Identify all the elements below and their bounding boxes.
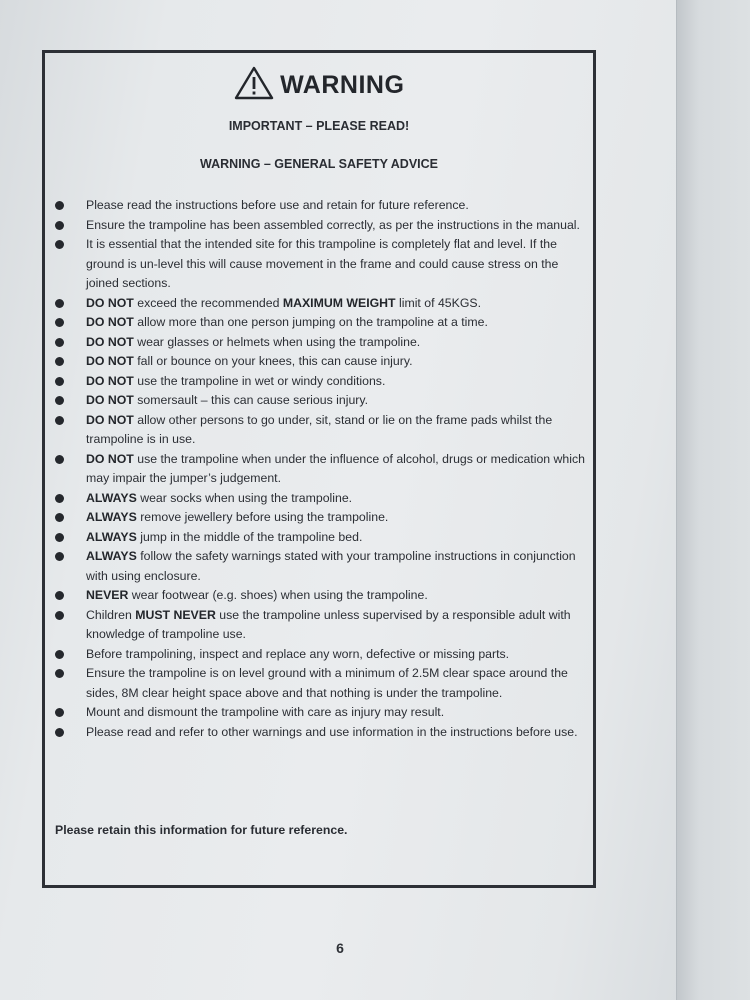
list-item bbox=[55, 703, 590, 723]
list-item bbox=[55, 196, 590, 216]
emphasis-text: MAXIMUM WEIGHT bbox=[282, 295, 396, 310]
item-text: allow more than one person jumping on the trampoline at a time. bbox=[133, 315, 488, 329]
warning-triangle-icon bbox=[234, 66, 274, 105]
emphasis-text: DO NOT bbox=[86, 373, 134, 388]
page-number: 6 bbox=[336, 940, 344, 956]
list-item bbox=[55, 547, 590, 586]
list-item bbox=[55, 606, 590, 645]
item-text: use the trampoline in wet or windy conditions. bbox=[133, 373, 386, 388]
list-item bbox=[55, 352, 590, 372]
bullet-dot-icon bbox=[55, 533, 64, 542]
bullet-dot-icon bbox=[55, 416, 64, 425]
list-item bbox=[55, 391, 590, 411]
list-item bbox=[55, 333, 590, 353]
item-text: wear glasses or helmets when using the trampoline. bbox=[133, 334, 421, 349]
bullet-dot-icon bbox=[55, 513, 64, 522]
bullet-dot-icon bbox=[55, 494, 64, 503]
warning-title: WARNING bbox=[280, 71, 405, 99]
warning-heading bbox=[45, 66, 593, 106]
item-text: Before trampolining, inspect and replace any worn, defective or missing parts. bbox=[86, 646, 510, 661]
bullet-dot-icon bbox=[55, 552, 64, 561]
item-text: Ensure the trampoline has been assembled correctly, as per the instructions in the manual. bbox=[86, 217, 580, 232]
item-text: limit of 45KGS. bbox=[395, 295, 482, 310]
emphasis-text: DO NOT bbox=[86, 315, 134, 329]
bullet-dot-icon bbox=[55, 708, 64, 717]
bullet-dot-icon bbox=[55, 669, 64, 678]
bullet-dot-icon bbox=[55, 318, 64, 327]
bullet-dot-icon bbox=[55, 611, 64, 620]
emphasis-text: ALWAYS bbox=[86, 510, 137, 524]
important-subtitle: IMPORTANT – PLEASE READ! bbox=[228, 119, 410, 133]
item-text: wear socks when using the trampoline. bbox=[136, 490, 353, 505]
emphasis-text: DO NOT bbox=[86, 295, 134, 310]
item-text: somersault – this can cause serious injury. bbox=[133, 393, 369, 407]
emphasis-text: DO NOT bbox=[86, 451, 134, 466]
item-text: fall or bounce on your knees, this can cause injury. bbox=[133, 354, 413, 368]
list-item bbox=[55, 411, 590, 450]
item-text: remove jewellery before using the trampoline. bbox=[136, 510, 389, 524]
list-item bbox=[55, 723, 590, 743]
bullet-dot-icon bbox=[55, 240, 64, 249]
bullet-dot-icon bbox=[55, 650, 64, 659]
bullet-dot-icon bbox=[55, 221, 64, 230]
emphasis-text: MUST NEVER bbox=[135, 607, 216, 622]
item-text: Please read the instructions before use and retain for future reference. bbox=[86, 198, 469, 212]
bullet-dot-icon bbox=[55, 338, 64, 347]
bullet-dot-icon bbox=[55, 201, 64, 210]
item-text: allow other persons to go under, sit, stand or lie on the frame pads whilst the trampoline is in use. bbox=[86, 412, 553, 446]
bullet-dot-icon bbox=[55, 357, 64, 366]
bullet-dot-icon bbox=[55, 396, 64, 405]
bullet-dot-icon bbox=[55, 728, 64, 737]
list-item bbox=[55, 450, 590, 489]
emphasis-text: DO NOT bbox=[86, 412, 134, 427]
emphasis-text: NEVER bbox=[86, 588, 129, 602]
list-item bbox=[55, 216, 590, 236]
item-text: jump in the middle of the trampoline bed. bbox=[136, 529, 363, 544]
item-text: use the trampoline unless supervised by a responsible adult with knowledge of trampoline use. bbox=[86, 607, 571, 641]
bullet-dot-icon bbox=[55, 591, 64, 600]
safety-advice-list bbox=[55, 196, 590, 742]
item-text: use the trampoline when under the influence of alcohol, drugs or medication which may impair the jumper’s judgement. bbox=[86, 451, 585, 485]
emphasis-text: ALWAYS bbox=[86, 529, 137, 544]
emphasis-text: ALWAYS bbox=[86, 490, 137, 505]
emphasis-text: DO NOT bbox=[86, 393, 134, 407]
item-text: follow the safety warnings stated with your trampoline instructions in conjunction with using enclosure. bbox=[86, 549, 576, 583]
list-item bbox=[55, 294, 590, 314]
list-item bbox=[55, 586, 590, 606]
emphasis-text: ALWAYS bbox=[86, 549, 137, 563]
bullet-dot-icon bbox=[55, 377, 64, 386]
item-text: It is essential that the intended site for this trampoline is completely flat and level. If the ground is un-level this will cause movement in the frame and could cause stress on the joined sections. bbox=[86, 237, 559, 290]
item-text: wear footwear (e.g. shoes) when using the trampoline. bbox=[128, 588, 428, 602]
list-item bbox=[55, 528, 590, 548]
bullet-dot-icon bbox=[55, 455, 64, 464]
list-item bbox=[55, 664, 590, 703]
emphasis-text: DO NOT bbox=[86, 334, 134, 349]
list-item bbox=[55, 508, 590, 528]
item-text: Children bbox=[86, 607, 136, 622]
bullet-dot-icon bbox=[55, 299, 64, 308]
list-item bbox=[55, 489, 590, 509]
item-text: exceed the recommended bbox=[133, 295, 283, 310]
emphasis-text: DO NOT bbox=[86, 354, 134, 368]
item-text: Mount and dismount the trampoline with care as injury may result. bbox=[86, 705, 445, 719]
adjacent-page-edge bbox=[676, 0, 750, 1000]
list-item bbox=[55, 645, 590, 665]
item-text: Please read and refer to other warnings and use information in the instructions before use. bbox=[86, 724, 578, 739]
section-title: WARNING – GENERAL SAFETY ADVICE bbox=[200, 157, 438, 171]
warning-box bbox=[42, 50, 596, 888]
retain-note: Please retain this information for future reference. bbox=[55, 823, 348, 837]
item-text: Ensure the trampoline is on level ground with a minimum of 2.5M clear space around the sides, 8M clear height space above and that nothing is under the trampoline. bbox=[86, 666, 568, 700]
list-item bbox=[55, 235, 590, 294]
list-item bbox=[55, 372, 590, 392]
list-item bbox=[55, 313, 590, 333]
